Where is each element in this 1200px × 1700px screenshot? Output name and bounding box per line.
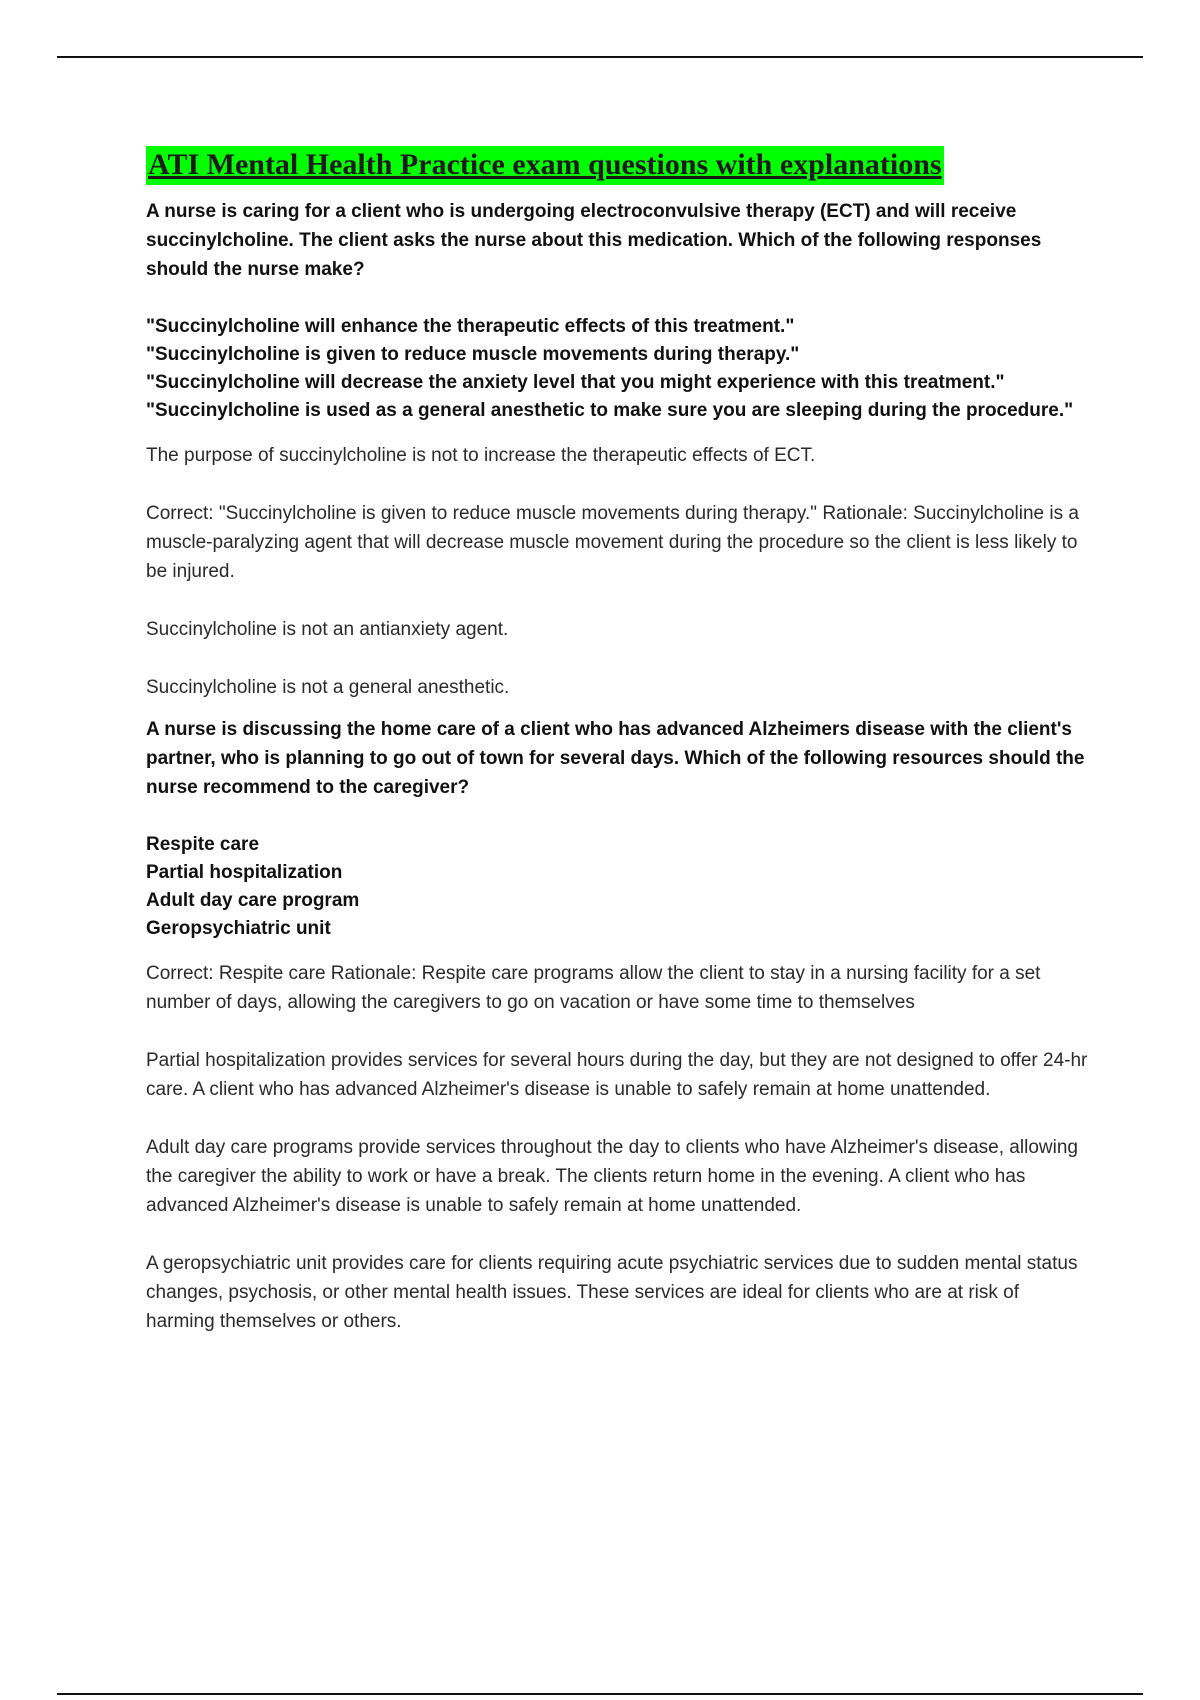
question-2 bbox=[146, 715, 1092, 1336]
document-body bbox=[146, 146, 1092, 1336]
question-1-option-a: "Succinylcholine will enhance the therapeutic effects of this treatment." bbox=[146, 316, 795, 337]
question-2-explanation-d: A geropsychiatric unit provides care for clients requiring acute psychiatric services due to sudden mental status changes, psychosis, or other mental health issues. These services are ideal for clients who are at risk of harming themselves or others. bbox=[146, 1253, 1078, 1332]
question-1 bbox=[146, 197, 1092, 702]
question-2-option-b: Partial hospitalization bbox=[146, 862, 343, 883]
question-1-explanation-a: The purpose of succinylcholine is not to increase the therapeutic effects of ECT. bbox=[146, 445, 816, 466]
question-2-option-a: Respite care bbox=[146, 834, 260, 855]
question-2-options bbox=[146, 831, 1092, 943]
question-2-stem: A nurse is discussing the home care of a client who has advanced Alzheimers disease with the client's partner, who is planning to go out of town for several days. Which of the following resources should the nurse recommend to the caregiver? bbox=[146, 719, 1085, 798]
question-2-option-d: Geropsychiatric unit bbox=[146, 918, 331, 939]
question-1-option-b: "Succinylcholine is given to reduce muscle movements during therapy." bbox=[146, 344, 800, 365]
question-1-explanation-b: Correct: "Succinylcholine is given to reduce muscle movements during therapy." Rationale: Succinylcholine is a muscle-paralyzing agent that will decrease muscle movement during the procedure so the client is less likely to be injured. bbox=[146, 503, 1079, 582]
question-1-option-c: "Succinylcholine will decrease the anxiety level that you might experience with this treatment." bbox=[146, 372, 1005, 393]
question-1-explanation-c: Succinylcholine is not an antianxiety agent. bbox=[146, 619, 509, 640]
header-rule bbox=[57, 56, 1143, 58]
question-1-explanation-d: Succinylcholine is not a general anesthetic. bbox=[146, 677, 510, 698]
question-1-options bbox=[146, 313, 1092, 425]
question-2-explanation-a: Correct: Respite care Rationale: Respite care programs allow the client to stay in a nursing facility for a set number of days, allowing the caregivers to go on vacation or have some time to themselves bbox=[146, 963, 1041, 1013]
document-title: ATI Mental Health Practice exam questions with explanations bbox=[146, 146, 944, 185]
question-2-explanation-b: Partial hospitalization provides services for several hours during the day, but they are not designed to offer 24-hr care. A client who has advanced Alzheimer's disease is unable to safely remain at home unattended. bbox=[146, 1050, 1088, 1100]
question-1-option-d: "Succinylcholine is used as a general anesthetic to make sure you are sleeping during the procedure." bbox=[146, 400, 1074, 421]
question-2-explanation-c: Adult day care programs provide services throughout the day to clients who have Alzheimer's disease, allowing the caregiver the ability to work or have a break. The clients return home in the evening. A client who has advanced Alzheimer's disease is unable to safely remain at home unattended. bbox=[146, 1137, 1078, 1216]
question-2-option-c: Adult day care program bbox=[146, 890, 360, 911]
footer-rule bbox=[57, 1693, 1143, 1695]
question-1-stem: A nurse is caring for a client who is undergoing electroconvulsive therapy (ECT) and will receive succinylcholine. The client asks the nurse about this medication. Which of the following responses should the nurse make? bbox=[146, 201, 1042, 280]
